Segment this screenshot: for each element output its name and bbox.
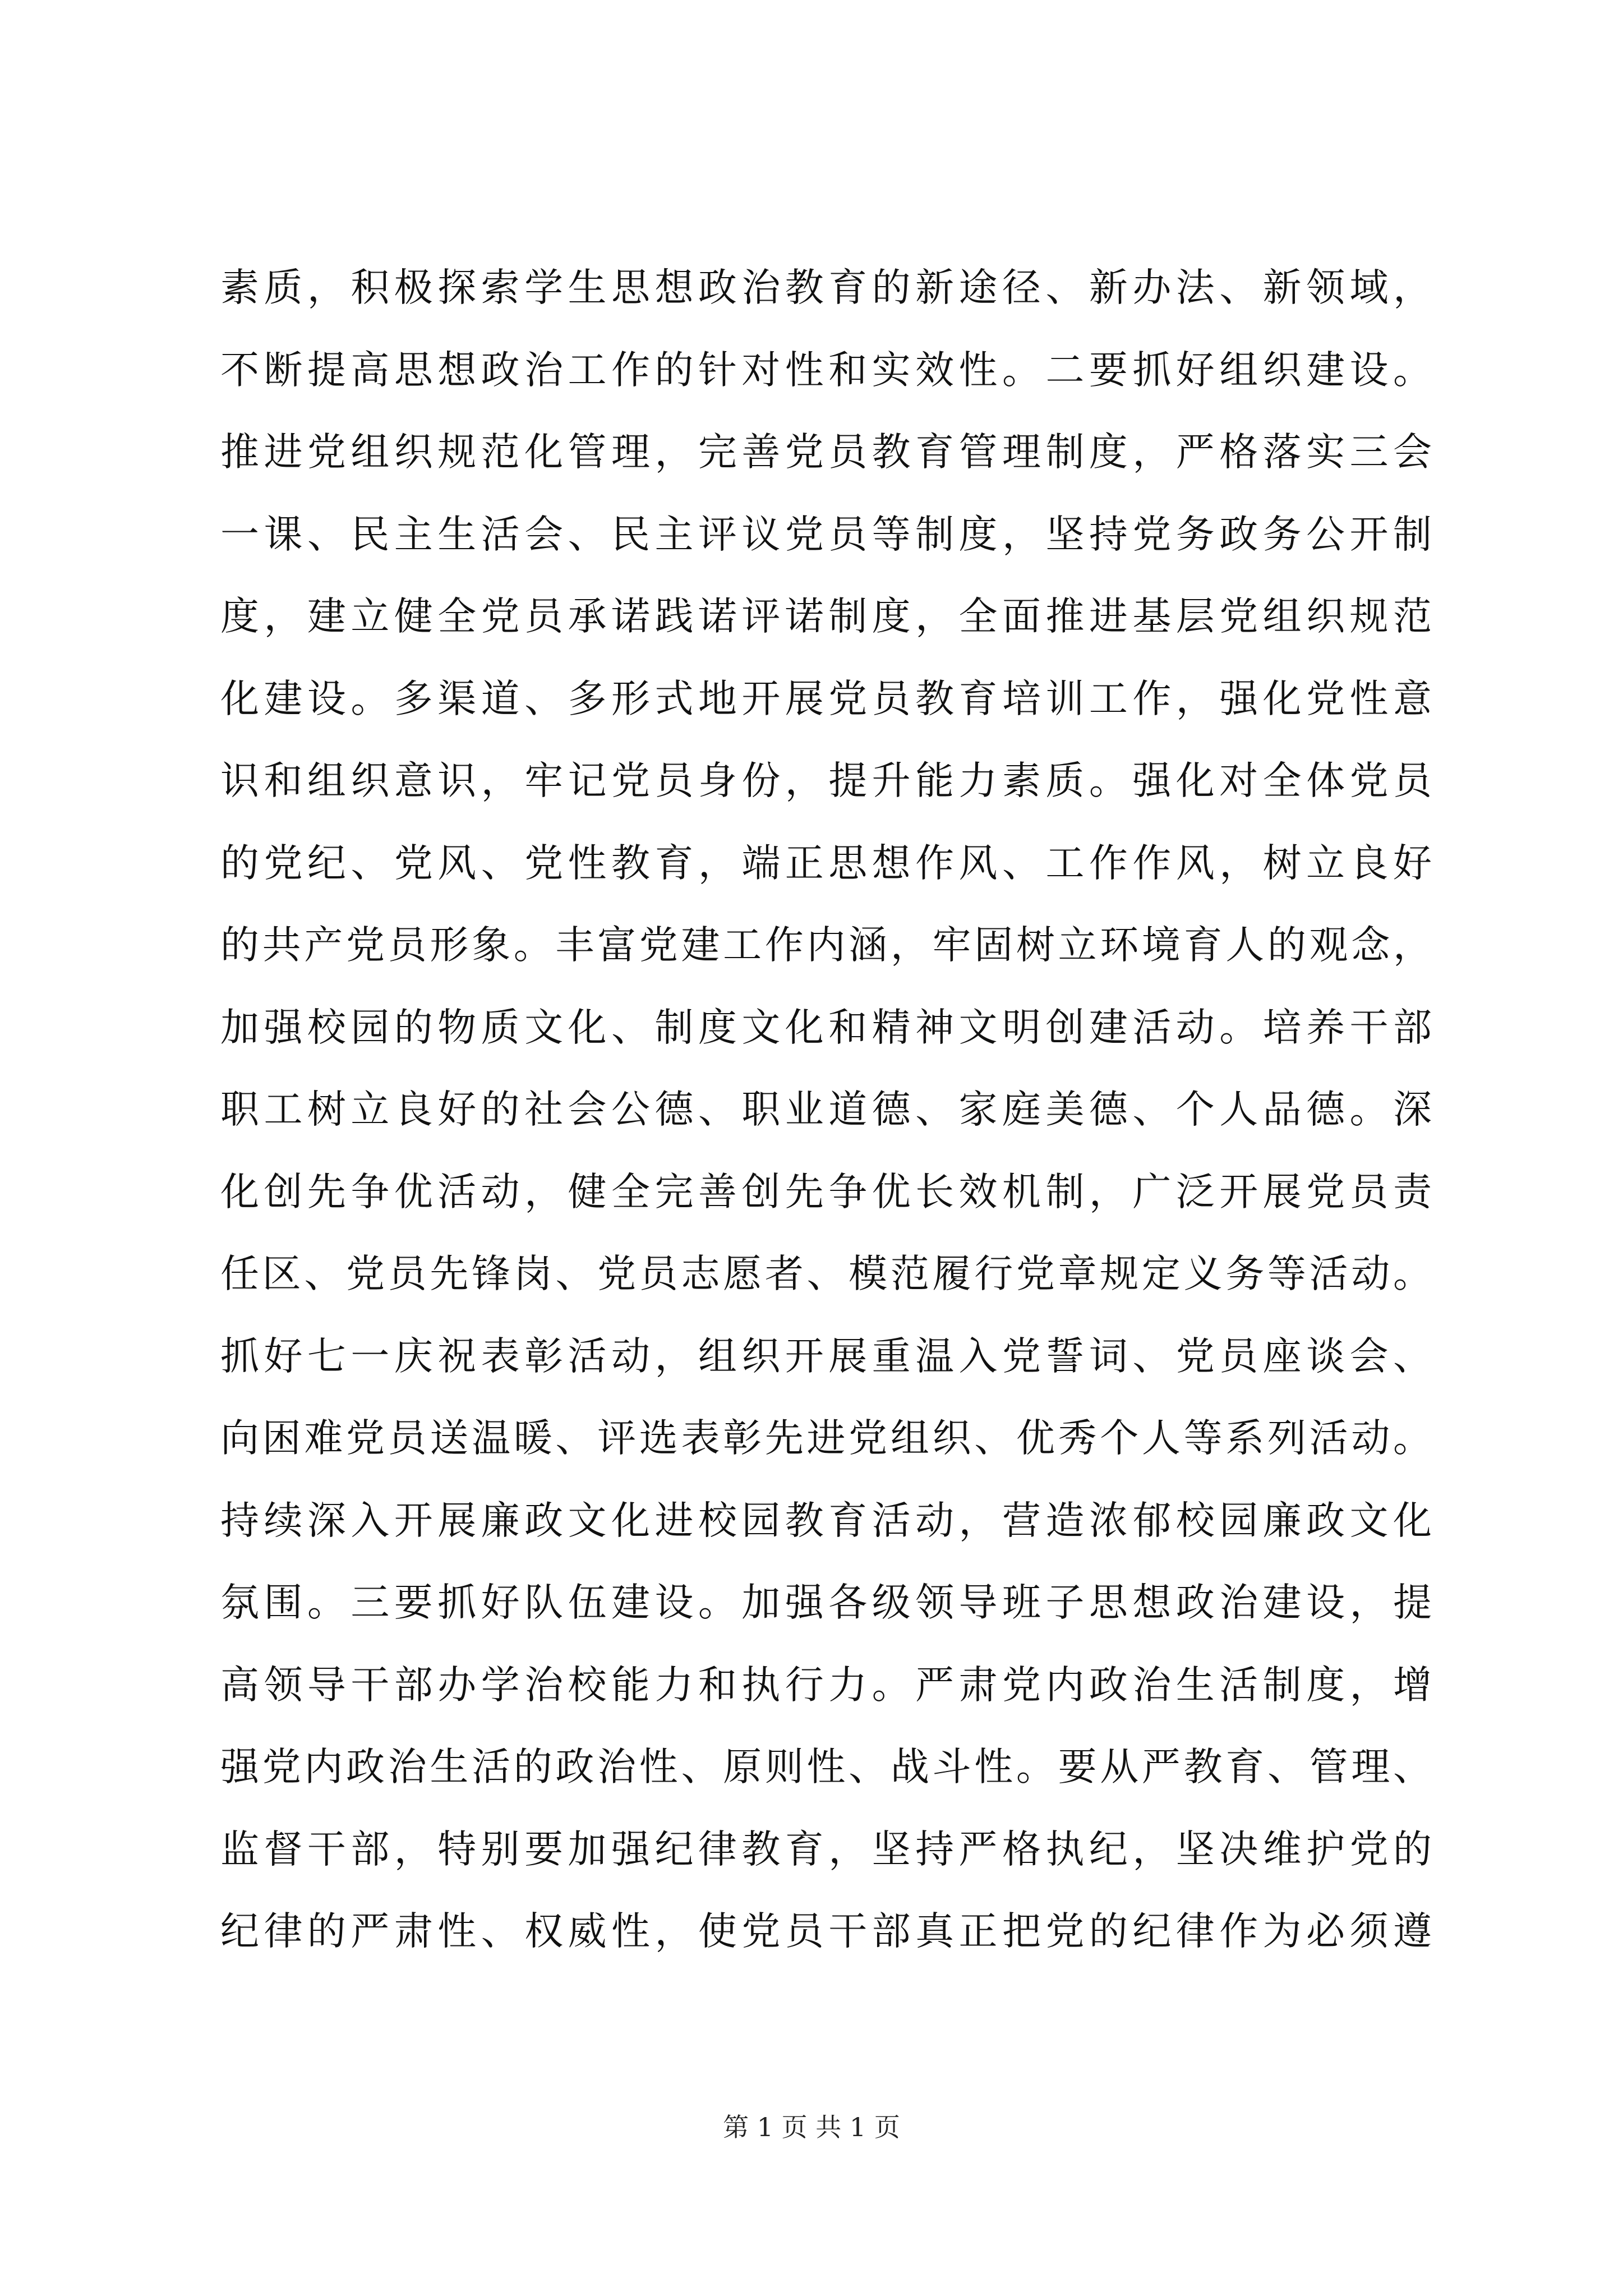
text-line: 素质，积极探索学生思想政治教育的新途径、新办法、新领域， [220,265,1432,310]
text-line: 化创先争优活动，健全完善创先争优长效机制，广泛开展党员责 [220,1169,1432,1214]
text-line: 强党内政治生活的政治性、原则性、战斗性。要从严教育、管理、 [220,1745,1432,1789]
text-line: 推进党组织规范化管理，完善党员教育管理制度，严格落实三会 [220,430,1432,475]
text-line: 抓好七一庆祝表彰活动，组织开展重温入党誓词、党员座谈会、 [220,1333,1432,1379]
page-number-footer: 第 1 页 共 1 页 [723,2112,900,2142]
text-line: 不断提高思想政治工作的针对性和实效性。二要抓好组织建设。 [220,347,1432,393]
text-line: 的共产党员形象。丰富党建工作内涵，牢固树立环境育人的观念， [220,923,1432,968]
text-line: 加强校园的物质文化、制度文化和精神文明创建活动。培养干部 [220,1005,1432,1050]
text-line: 化建设。多渠道、多形式地开展党员教育培训工作，强化党性意 [220,676,1432,721]
body-text [220,247,1432,1973]
text-line: 度，建立健全党员承诺践诺评诺制度，全面推进基层党组织规范 [220,594,1432,639]
text-line: 纪律的严肃性、权威性，使党员干部真正把党的纪律作为必须遵 [220,1909,1432,1954]
text-line: 监督干部，特别要加强纪律教育，坚持严格执纪，坚决维护党的 [220,1826,1432,1872]
text-line: 职工树立良好的社会公德、职业道德、家庭美德、个人品德。深 [220,1087,1432,1132]
text-line: 持续深入开展廉政文化进校园教育活动，营造浓郁校园廉政文化 [220,1498,1432,1543]
text-line: 向困难党员送温暖、评选表彰先进党组织、优秀个人等系列活动。 [220,1416,1432,1461]
text-line: 氛围。三要抓好队伍建设。加强各级领导班子思想政治建设，提 [220,1580,1432,1625]
text-line: 一课、民主生活会、民主评议党员等制度，坚持党务政务公开制 [220,512,1432,557]
text-line: 高领导干部办学治校能力和执行力。严肃党内政治生活制度，增 [220,1662,1432,1708]
text-line: 任区、党员先锋岗、党员志愿者、模范履行党章规定义务等活动。 [220,1251,1432,1296]
text-line: 识和组织意识，牢记党员身份，提升能力素质。强化对全体党员 [220,758,1432,803]
text-line: 的党纪、党风、党性教育，端正思想作风、工作作风，树立良好 [220,840,1432,886]
